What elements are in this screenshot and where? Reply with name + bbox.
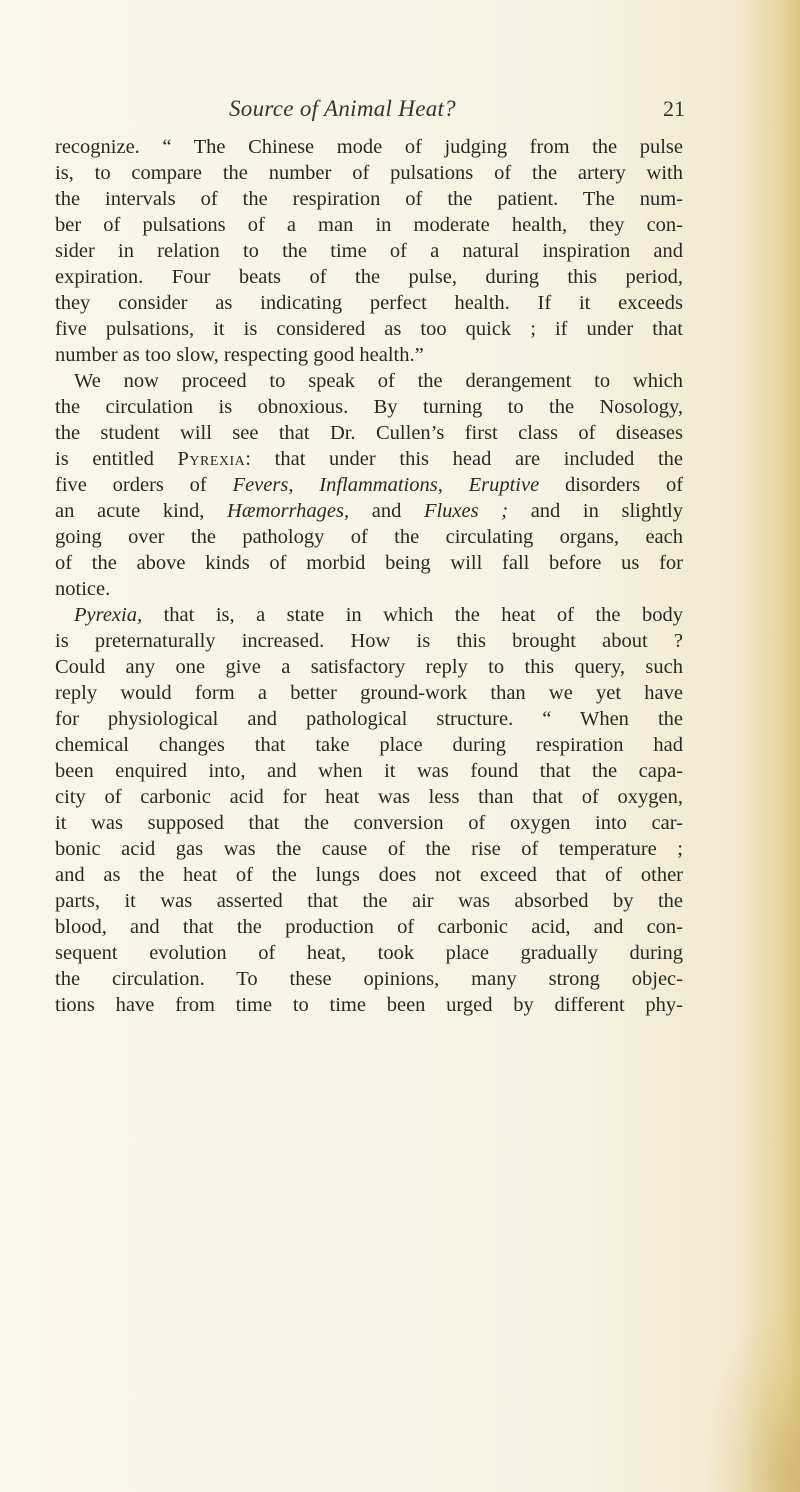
text-line: reply would form a better ground-work than we yet have [55, 682, 683, 704]
text-line: the intervals of the respiration of the patient. The num- [55, 188, 683, 210]
text-line [55, 602, 683, 628]
text-line: sider in relation to the time of a natural inspiration and [55, 240, 683, 262]
text-segment: : that under this head are included the [245, 448, 684, 470]
text-line: chemical changes that take place during respiration had [55, 734, 683, 756]
text-segment: and in slightly [530, 500, 683, 522]
page-edge-stain [745, 0, 800, 1492]
text-line: number as too slow, respecting good health.” [55, 344, 424, 366]
text-line: it was supposed that the conversion of oxygen into car- [55, 812, 683, 834]
text-line: Could any one give a satisfactory reply to this query, such [55, 656, 683, 678]
page-number: 21 [663, 96, 685, 121]
text-line: five pulsations, it is considered as too quick ; if under that [55, 318, 683, 340]
text-line: the student will see that Dr. Cullen’s first class of diseases [55, 422, 683, 444]
text-segment: disorders of [565, 474, 684, 496]
text-line: blood, and that the production of carbonic acid, and con- [55, 916, 683, 938]
text-line: sequent evolution of heat, took place gradually during [55, 942, 683, 964]
text-segment: and [371, 500, 402, 522]
text-line: expiration. Four beats of the pulse, during this period, [55, 266, 683, 288]
body-text [55, 134, 683, 1018]
text-line [55, 472, 683, 498]
term-pyrexia: Pyrexia [177, 448, 246, 470]
text-line: tions have from time to time been urged by different phy- [55, 994, 683, 1016]
text-line: and as the heat of the lungs does not exceed that of other [55, 864, 683, 886]
term-haemorrhages: Hæmorrhages, [227, 500, 350, 522]
text-line: recognize. “ The Chinese mode of judging from the pulse [55, 136, 683, 158]
text-line: been enquired into, and when it was found that the capa- [55, 760, 683, 782]
text-segment: is entitled [55, 448, 154, 470]
text-segment: an acute kind, [55, 500, 205, 522]
term-pyrexia-italic: Pyrexia, [74, 604, 143, 626]
disease-orders: Fevers, Inflammations, Eruptive [232, 474, 540, 496]
running-title: Source of Animal Heat? [229, 96, 456, 121]
page-header [0, 96, 800, 136]
text-line: going over the pathology of the circulating organs, each [55, 526, 683, 548]
text-line: We now proceed to speak of the derangement to which [74, 370, 683, 392]
text-line: parts, it was asserted that the air was absorbed by the [55, 890, 683, 912]
text-line: is, to compare the number of pulsations of the artery with [55, 162, 683, 184]
text-segment: five orders of [55, 474, 207, 496]
text-line: notice. [55, 578, 111, 600]
text-line [55, 498, 683, 524]
text-line: they consider as indicating perfect health. If it exceeds [55, 292, 683, 314]
term-fluxes: Fluxes ; [423, 500, 509, 522]
text-line [55, 446, 683, 472]
text-line: for physiological and pathological structure. “ When the [55, 708, 683, 730]
text-segment: that is, a state in which the heat of the body [163, 604, 683, 626]
text-line: the circulation. To these opinions, many strong objec- [55, 968, 683, 990]
text-line: bonic acid gas was the cause of the rise of temperature ; [55, 838, 683, 860]
text-line: of the above kinds of morbid being will fall before us for [55, 552, 683, 574]
text-line: the circulation is obnoxious. By turning to the Nosology, [55, 396, 683, 418]
text-line: city of carbonic acid for heat was less than that of oxygen, [55, 786, 683, 808]
corner-stain [710, 1312, 800, 1492]
text-line: ber of pulsations of a man in moderate health, they con- [55, 214, 683, 236]
text-line: is preternaturally increased. How is this brought about ? [55, 630, 683, 652]
